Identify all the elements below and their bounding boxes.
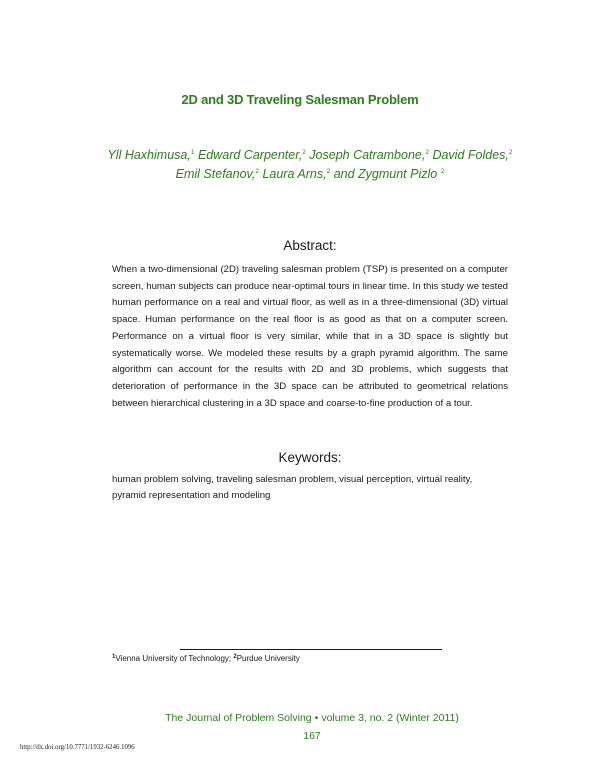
- affiliation-mark: 2: [508, 149, 513, 156]
- affiliation-mark: 2: [302, 149, 306, 156]
- keywords-text: human problem solving, traveling salesman problem, visual perception, virtual reality, pyramid representation and modeling: [112, 474, 473, 501]
- footnote-divider: [180, 649, 442, 650]
- affiliation-mark: 2: [255, 168, 259, 175]
- abstract-heading: Abstract:: [283, 238, 337, 253]
- author: Emil Stefanov,$^2$: [175, 167, 259, 181]
- author: Edward Carpenter,$^2$: [197, 148, 306, 162]
- footnote-mark: 2: [233, 654, 237, 660]
- affiliation-1: Vienna University of Technology;: [115, 654, 232, 663]
- paper-title: 2D and 3D Traveling Salesman Problem: [181, 92, 419, 107]
- author: David Foldes,$^2$: [432, 148, 513, 162]
- author: Laura Arns,$^2$: [262, 167, 331, 181]
- doi-link[interactable]: http://dx.doi.org/10.7771/1932-6246.1096: [20, 744, 135, 751]
- abstract-text: When a two-dimensional (2D) traveling salesman problem (TSP) is presented on a computer screen, human subjects can produce near-optimal tours in linear time. In this study we tested human performance on a real and virtual floor, as well as in a three-dimensional (3D) virtual space. Human performance on the real floor is as good as that on a computer screen. Performance on a virtual floor is very similar, while that in a 3D space is slightly but systematically worse. We modeled these results by a graph pyramid algorithm. The same algorithm can account for the results with 2D and 3D problems, which suggests that deterioration of performance in the 3D space can be attributed to geometrical relations between hierarchical clustering in a 3D space and coarse-to-fine production of a tour.: [112, 264, 508, 409]
- affiliation-mark: 1: [190, 149, 195, 156]
- author-list: [100, 146, 520, 184]
- journal-issue: volume 3, no. 2 (Winter 2011): [321, 712, 459, 724]
- affiliation-2: Purdue University: [236, 654, 300, 663]
- footnote-mark: 1: [112, 654, 116, 660]
- bullet-separator: •: [314, 712, 319, 724]
- keywords-heading: Keywords:: [278, 450, 342, 465]
- affiliation-mark: 2: [440, 168, 445, 175]
- author: and Zygmunt Pizlo $^2$: [333, 167, 445, 181]
- affiliation-mark: 2: [326, 168, 331, 175]
- journal-name: The Journal of Problem Solving: [165, 712, 312, 724]
- journal-citation: [0, 712, 600, 724]
- author: Joseph Catrambone,$^2$: [309, 148, 429, 162]
- affiliations-footnote: [112, 653, 300, 665]
- page-number: 167: [303, 730, 321, 742]
- affiliation-mark: 2: [425, 149, 429, 156]
- author: Yll Haxhimusa,$^1$: [107, 148, 195, 162]
